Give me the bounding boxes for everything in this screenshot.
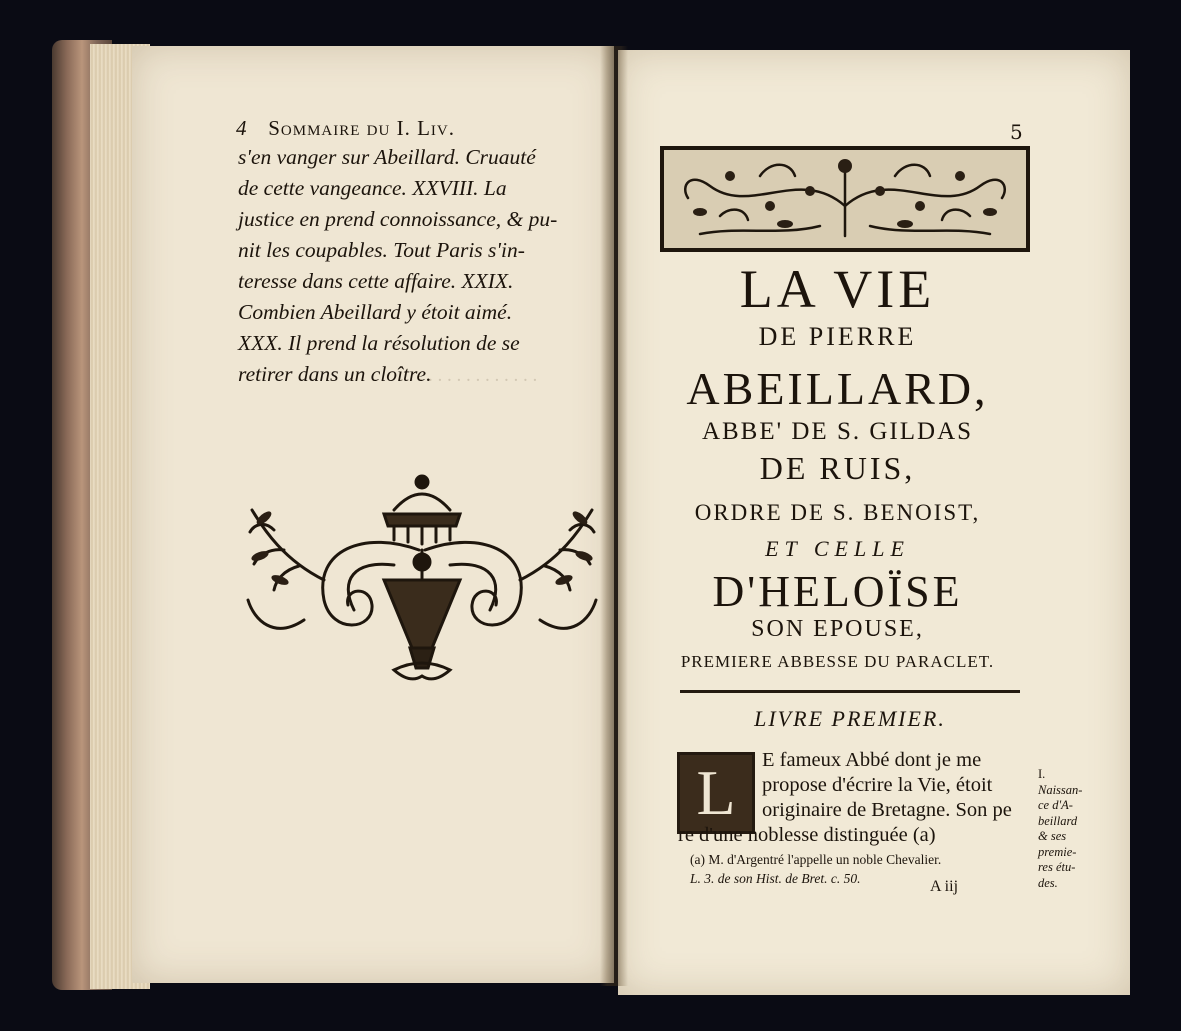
margin-line: & ses	[1038, 829, 1067, 843]
margin-line: premie-	[1038, 844, 1077, 859]
show-through-text: . . . . . . . . . . . . . . .	[400, 365, 538, 386]
title-line: SON EPOUSE,	[751, 616, 924, 642]
text-line: teresse dans cette affaire. XXIX.	[238, 269, 514, 293]
text-line: Combien Abeillard y étoit aimé.	[238, 300, 513, 324]
margin-line: beillard	[1038, 813, 1078, 828]
floral-headpiece	[660, 146, 1030, 252]
margin-line: I.	[1038, 767, 1046, 781]
text-line: nit les coupables. Tout Paris s'in-	[238, 238, 525, 262]
dropcap-letter: L	[696, 757, 736, 828]
signature-mark: A iij	[930, 878, 959, 895]
margin-line: des.	[1038, 875, 1058, 890]
text-line: retirer dans un cloître.	[238, 362, 432, 386]
section-rule	[680, 690, 1020, 693]
margin-note	[1038, 767, 1098, 891]
left-running-header	[236, 116, 636, 141]
left-page-number: 4	[236, 116, 248, 140]
text-line: propose d'écrire la Vie, étoit	[762, 774, 993, 796]
title-line: DE RUIS,	[759, 450, 916, 486]
right-page-number: 5	[1010, 120, 1023, 144]
text-line: originaire de Bretagne. Son pe	[762, 799, 1012, 821]
text-line: s'en vanger sur Abeillard. Cruauté	[238, 145, 536, 169]
title-line: ORDRE DE S. BENOIST,	[694, 500, 981, 525]
left-page-text	[238, 142, 598, 390]
title-line: D'HELOÏSE	[712, 567, 963, 616]
title-line: ABEILLARD,	[686, 363, 989, 414]
footnote-line: L. 3. de son Hist. de Bret. c. 50.	[690, 871, 861, 886]
margin-line: ce d'A-	[1038, 798, 1073, 812]
title-line: ET CELLE	[765, 536, 910, 561]
margin-line: res étu-	[1038, 860, 1076, 874]
book-gutter	[600, 46, 628, 986]
text-line: de cette vangeance. XXVIII. La	[238, 176, 507, 200]
text-line: E fameux Abbé dont je me	[762, 749, 982, 771]
footnote	[690, 850, 1030, 888]
vase-ornament	[244, 470, 600, 690]
text-line: XXX. Il prend la résolution de se	[238, 331, 520, 355]
title-line: PREMIERE ABBESSE DU PARACLET.	[680, 652, 995, 671]
footnote-line: (a) M. d'Argentré l'appelle un noble Chevalier.	[690, 852, 942, 867]
dropcap-initial	[677, 752, 755, 834]
text-line: justice en prend connoissance, & pu-	[238, 207, 558, 231]
title-line: ABBE' DE S. GILDAS	[701, 418, 974, 445]
section-title: LIVRE PREMIER.	[754, 706, 946, 731]
title-line: LA VIE	[739, 259, 936, 319]
title-line: DE PIERRE	[758, 322, 917, 351]
margin-line: Naissan-	[1038, 782, 1083, 797]
left-header-title: Sommaire du I. Liv.	[268, 116, 455, 140]
text-line: re d'une noblesse distinguée (a)	[678, 824, 936, 846]
